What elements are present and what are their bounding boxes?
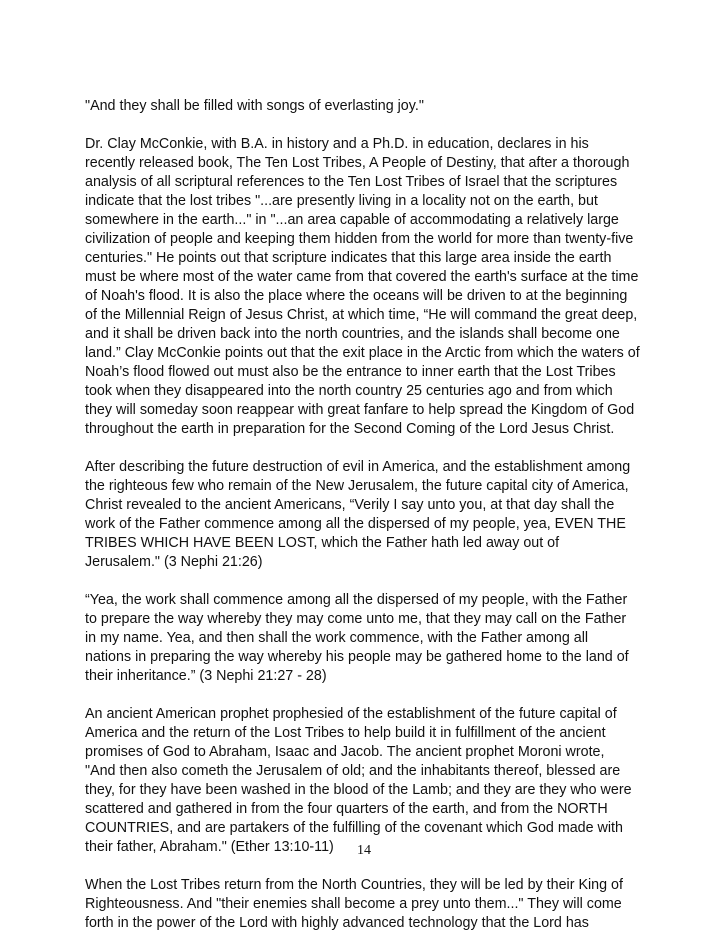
paragraph-ether: An ancient American prophet prophesied of the establishment of the future capital of America and the return of the Lost Tribes to help build it in fulfillment of the ancient promises of God to Abraham, Isaac and Jacob. The ancient prophet Moroni wrote, "And then also cometh the Jerusalem of old; and the inhabitants thereof, blessed are they, for they have been washed in the blood of the Lamb; and they are they who were scattered and gathered in from the four quarters of the earth, and from the NORTH COUNTRIES, and are partakers of the fulfilling of the covenant which God made with their father, Abraham." (Ether 13:10-11) — [85, 706, 632, 855]
paragraph-quote-joy: "And they shall be filled with songs of everlasting joy." — [85, 98, 424, 114]
paragraph-lost-tribes-return: When the Lost Tribes return from the North Countries, they will be led by their King of Righteousness. And "their enemies shall become a prey unto them..." They will come forth in the power of the Lord with highly advanced technology that the Lord has — [85, 877, 623, 931]
page-number: 14 — [357, 843, 371, 858]
body-text — [85, 97, 655, 952]
paragraph-mcconkie: Dr. Clay McConkie, with B.A. in history and a Ph.D. in education, declares in his recently released book, The Ten Lost Tribes, A People of Destiny, that after a thorough analysis of all scriptural references to the Ten Lost Tribes of Israel that the scriptures indicate that the lost tribes "...are presently living in a locality not on the earth, but somewhere in the earth..." in "...an area capable of accommodating a relatively large civilization of people and keeping them hidden from the world for more than twenty-five centuries." He points out that scripture indicates that this large area inside the earth must be where most of the water came from that covered the earth's surface at the time of Noah's flood. It is also the place where the oceans will be driven to at the beginning of the Millennial Reign of Jesus Christ, at which time, “He will command the great deep, and it shall be driven back into the north countries, and the islands shall become one land.” Clay McConkie points out that the exit place in the Arctic from which the waters of Noah’s flood flowed out must also be the entrance to inner earth that the Lost Tribes took when they disappeared into the north country 25 centuries ago and from which they will someday soon reappear with great fanfare to help spread the Kingdom of God throughout the earth in preparation for the Second Coming of the Lord Jesus Christ. — [85, 136, 640, 437]
paragraph-3-nephi-27-28: “Yea, the work shall commence among all the dispersed of my people, with the Father to prepare the way whereby they may come unto me, that they may call on the Father in my name. Yea, and then shall the work commence, with the Father among all nations in preparing the way whereby his people may be gathered home to the land of their inheritance.” (3 Nephi 21:27 - 28) — [85, 592, 629, 684]
paragraph-3-nephi-26: After describing the future destruction of evil in America, and the establishment among the righteous few who remain of the New Jerusalem, the future capital city of America, Christ revealed to the ancient Americans, “Verily I say unto you, at that day shall the work of the Father commence among all the dispersed of my people, yea, EVEN THE TRIBES WHICH HAVE BEEN LOST, which the Father hath led away out of Jerusalem." (3 Nephi 21:26) — [85, 459, 631, 570]
